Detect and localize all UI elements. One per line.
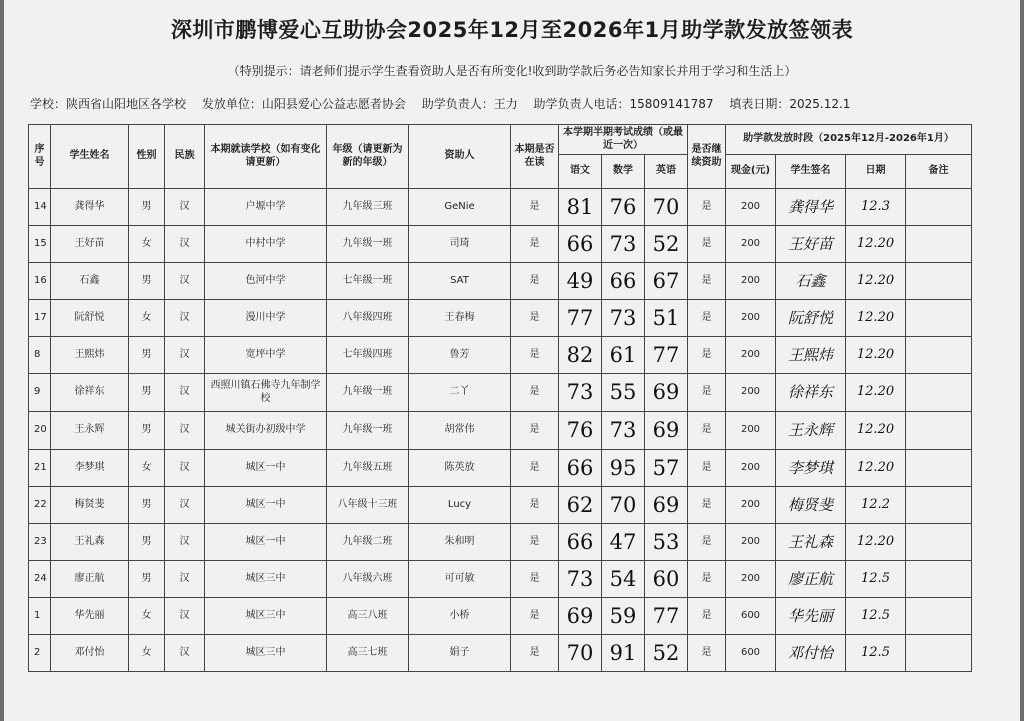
col-header-name: 学生姓名 xyxy=(51,125,129,189)
ethnicity: 汉 xyxy=(165,561,205,598)
enrolled-status: 是 xyxy=(511,189,559,226)
col-header-enrolled: 本期是否在读 xyxy=(511,125,559,189)
enrolled-status: 是 xyxy=(511,300,559,337)
row-number: 14 xyxy=(29,189,51,226)
school-name: 色河中学 xyxy=(205,263,327,300)
gender: 男 xyxy=(129,524,165,561)
table-row xyxy=(29,263,972,300)
grade: 七年级一班 xyxy=(327,263,409,300)
score-chinese: 73 xyxy=(559,561,602,598)
student-signature: 邓付怡 xyxy=(776,635,846,672)
col-header-continue: 是否继续资助 xyxy=(688,125,726,189)
row-number: 2 xyxy=(29,635,51,672)
continue-funding: 是 xyxy=(688,487,726,524)
sign-date: 12.20 xyxy=(846,450,906,487)
table-row xyxy=(29,412,972,450)
enrolled-status: 是 xyxy=(511,374,559,412)
sponsor-name: 娟子 xyxy=(409,635,511,672)
student-signature: 梅贤斐 xyxy=(776,487,846,524)
ethnicity: 汉 xyxy=(165,226,205,263)
school-name: 城关街办初级中学 xyxy=(205,412,327,450)
sign-date: 12.2 xyxy=(846,487,906,524)
sign-date: 12.20 xyxy=(846,300,906,337)
cash-amount: 600 xyxy=(726,598,776,635)
col-header-grade: 年级（请更新为新的年级） xyxy=(327,125,409,189)
cash-amount: 200 xyxy=(726,374,776,412)
score-english: 69 xyxy=(645,374,688,412)
row-number: 22 xyxy=(29,487,51,524)
student-signature: 廖正航 xyxy=(776,561,846,598)
score-english: 69 xyxy=(645,487,688,524)
enrolled-status: 是 xyxy=(511,337,559,374)
enrolled-status: 是 xyxy=(511,412,559,450)
grade: 八年级四班 xyxy=(327,300,409,337)
header-info-row xyxy=(30,95,862,112)
score-math: 55 xyxy=(602,374,645,412)
table-row xyxy=(29,487,972,524)
student-name: 邓付怡 xyxy=(51,635,129,672)
sponsor-name: 二丫 xyxy=(409,374,511,412)
sign-date: 12.20 xyxy=(846,337,906,374)
score-chinese: 82 xyxy=(559,337,602,374)
sponsor-name: 胡常伟 xyxy=(409,412,511,450)
ethnicity: 汉 xyxy=(165,487,205,524)
grade: 九年级一班 xyxy=(327,412,409,450)
sign-date: 12.20 xyxy=(846,412,906,450)
table-row xyxy=(29,374,972,412)
score-math: 73 xyxy=(602,300,645,337)
cash-amount: 200 xyxy=(726,561,776,598)
gender: 男 xyxy=(129,487,165,524)
student-signature: 王礼森 xyxy=(776,524,846,561)
score-math: 73 xyxy=(602,226,645,263)
continue-funding: 是 xyxy=(688,263,726,300)
score-math: 70 xyxy=(602,487,645,524)
remark xyxy=(906,374,972,412)
remark xyxy=(906,263,972,300)
school-name: 城区一中 xyxy=(205,450,327,487)
score-chinese: 76 xyxy=(559,412,602,450)
enrolled-status: 是 xyxy=(511,263,559,300)
col-header-sponsor: 资助人 xyxy=(409,125,511,189)
header-row-top xyxy=(29,125,972,155)
score-math: 95 xyxy=(602,450,645,487)
score-chinese: 49 xyxy=(559,263,602,300)
ethnicity: 汉 xyxy=(165,635,205,672)
table-row xyxy=(29,300,972,337)
enrolled-status: 是 xyxy=(511,635,559,672)
continue-funding: 是 xyxy=(688,450,726,487)
school-name: 城区一中 xyxy=(205,524,327,561)
ethnicity: 汉 xyxy=(165,189,205,226)
student-signature: 王熙炜 xyxy=(776,337,846,374)
gender: 女 xyxy=(129,598,165,635)
row-number: 15 xyxy=(29,226,51,263)
cash-amount: 200 xyxy=(726,524,776,561)
sign-date: 12.5 xyxy=(846,635,906,672)
grade: 九年级一班 xyxy=(327,374,409,412)
score-english: 53 xyxy=(645,524,688,561)
col-header-chinese: 语文 xyxy=(559,155,602,189)
remark xyxy=(906,337,972,374)
gender: 男 xyxy=(129,374,165,412)
student-name: 华先丽 xyxy=(51,598,129,635)
continue-funding: 是 xyxy=(688,524,726,561)
row-number: 17 xyxy=(29,300,51,337)
enrolled-status: 是 xyxy=(511,598,559,635)
score-english: 60 xyxy=(645,561,688,598)
gender: 女 xyxy=(129,226,165,263)
sign-date: 12.20 xyxy=(846,226,906,263)
sponsor-name: SAT xyxy=(409,263,511,300)
grade: 九年级五班 xyxy=(327,450,409,487)
score-chinese: 77 xyxy=(559,300,602,337)
enrolled-status: 是 xyxy=(511,226,559,263)
enrolled-status: 是 xyxy=(511,561,559,598)
student-signature: 王好苗 xyxy=(776,226,846,263)
gender: 男 xyxy=(129,412,165,450)
remark xyxy=(906,226,972,263)
cash-amount: 200 xyxy=(726,226,776,263)
grade: 高三八班 xyxy=(327,598,409,635)
col-header-english: 英语 xyxy=(645,155,688,189)
cash-amount: 200 xyxy=(726,337,776,374)
continue-funding: 是 xyxy=(688,374,726,412)
school-name: 户塬中学 xyxy=(205,189,327,226)
gender: 男 xyxy=(129,189,165,226)
remark xyxy=(906,189,972,226)
continue-funding: 是 xyxy=(688,300,726,337)
remark xyxy=(906,300,972,337)
remark xyxy=(906,450,972,487)
cash-amount: 200 xyxy=(726,412,776,450)
col-header-date: 日期 xyxy=(846,155,906,189)
student-name: 阮舒悦 xyxy=(51,300,129,337)
score-english: 51 xyxy=(645,300,688,337)
sponsor-name: 司琦 xyxy=(409,226,511,263)
score-english: 67 xyxy=(645,263,688,300)
score-english: 52 xyxy=(645,635,688,672)
continue-funding: 是 xyxy=(688,635,726,672)
enrolled-status: 是 xyxy=(511,487,559,524)
row-number: 8 xyxy=(29,337,51,374)
col-header-remark: 备注 xyxy=(906,155,972,189)
school-name: 宽坪中学 xyxy=(205,337,327,374)
continue-funding: 是 xyxy=(688,337,726,374)
ethnicity: 汉 xyxy=(165,598,205,635)
continue-funding: 是 xyxy=(688,412,726,450)
sponsor-name: 王春梅 xyxy=(409,300,511,337)
student-signature: 龚得华 xyxy=(776,189,846,226)
sponsor-name: GeNie xyxy=(409,189,511,226)
score-english: 52 xyxy=(645,226,688,263)
continue-funding: 是 xyxy=(688,226,726,263)
score-english: 70 xyxy=(645,189,688,226)
student-name: 石鑫 xyxy=(51,263,129,300)
score-chinese: 73 xyxy=(559,374,602,412)
student-signature: 石鑫 xyxy=(776,263,846,300)
row-number: 16 xyxy=(29,263,51,300)
special-notice: （特别提示：请老师们提示学生查看资助人是否有所变化!收到助学款后务必告知家长并用于学习和生活上） xyxy=(227,64,797,78)
cash-amount: 200 xyxy=(726,487,776,524)
score-chinese: 62 xyxy=(559,487,602,524)
col-header-signature: 学生签名 xyxy=(776,155,846,189)
sponsor-name: 可可敏 xyxy=(409,561,511,598)
col-header-scores: 本学期半期考试成绩（或最近一次） xyxy=(559,125,688,155)
score-english: 77 xyxy=(645,598,688,635)
ethnicity: 汉 xyxy=(165,337,205,374)
gender: 女 xyxy=(129,450,165,487)
col-header-math: 数学 xyxy=(602,155,645,189)
student-name: 王礼森 xyxy=(51,524,129,561)
student-name: 王永辉 xyxy=(51,412,129,450)
table-row xyxy=(29,524,972,561)
ethnicity: 汉 xyxy=(165,374,205,412)
score-math: 76 xyxy=(602,189,645,226)
score-chinese: 81 xyxy=(559,189,602,226)
score-english: 77 xyxy=(645,337,688,374)
grade: 九年级一班 xyxy=(327,226,409,263)
grade: 九年级二班 xyxy=(327,524,409,561)
sponsor-name: Lucy xyxy=(409,487,511,524)
sponsor-name: 小桥 xyxy=(409,598,511,635)
sign-off-table xyxy=(28,124,972,672)
table-row xyxy=(29,598,972,635)
remark xyxy=(906,487,972,524)
form-sheet xyxy=(4,0,1020,721)
row-number: 20 xyxy=(29,412,51,450)
score-math: 61 xyxy=(602,337,645,374)
score-math: 54 xyxy=(602,561,645,598)
table-row xyxy=(29,189,972,226)
sponsor-name: 朱和明 xyxy=(409,524,511,561)
remark xyxy=(906,598,972,635)
row-number: 21 xyxy=(29,450,51,487)
table-row xyxy=(29,450,972,487)
table-row xyxy=(29,337,972,374)
score-math: 73 xyxy=(602,412,645,450)
row-number: 9 xyxy=(29,374,51,412)
student-signature: 华先丽 xyxy=(776,598,846,635)
gender: 男 xyxy=(129,561,165,598)
student-name: 徐祥东 xyxy=(51,374,129,412)
grade: 七年级四班 xyxy=(327,337,409,374)
grade: 高三七班 xyxy=(327,635,409,672)
score-chinese: 70 xyxy=(559,635,602,672)
row-number: 23 xyxy=(29,524,51,561)
sponsor-name: 鲁芳 xyxy=(409,337,511,374)
remark xyxy=(906,561,972,598)
score-chinese: 66 xyxy=(559,226,602,263)
cash-amount: 600 xyxy=(726,635,776,672)
school-name: 城区三中 xyxy=(205,561,327,598)
remark xyxy=(906,524,972,561)
sign-date: 12.20 xyxy=(846,374,906,412)
ethnicity: 汉 xyxy=(165,524,205,561)
col-header-school: 本期就读学校（如有变化请更新） xyxy=(205,125,327,189)
ethnicity: 汉 xyxy=(165,412,205,450)
score-english: 69 xyxy=(645,412,688,450)
sign-date: 12.20 xyxy=(846,263,906,300)
col-header-cash: 现金(元) xyxy=(726,155,776,189)
school-info: 学校：陕西省山阳地区各学校 xyxy=(30,97,187,111)
score-math: 91 xyxy=(602,635,645,672)
student-name: 李梦琪 xyxy=(51,450,129,487)
sponsor-name: 陈英放 xyxy=(409,450,511,487)
col-header-payment-period: 助学款发放时段（2025年12月-2026年1月） xyxy=(726,125,972,155)
score-chinese: 69 xyxy=(559,598,602,635)
score-chinese: 66 xyxy=(559,524,602,561)
grade: 八年级十三班 xyxy=(327,487,409,524)
cash-amount: 200 xyxy=(726,189,776,226)
continue-funding: 是 xyxy=(688,189,726,226)
fill-date-info: 填表日期：2025.12.1 xyxy=(729,97,851,111)
col-header-no: 序号 xyxy=(29,125,51,189)
continue-funding: 是 xyxy=(688,598,726,635)
score-math: 47 xyxy=(602,524,645,561)
ethnicity: 汉 xyxy=(165,450,205,487)
student-signature: 阮舒悦 xyxy=(776,300,846,337)
cash-amount: 200 xyxy=(726,450,776,487)
col-header-ethnicity: 民族 xyxy=(165,125,205,189)
ethnicity: 汉 xyxy=(165,300,205,337)
score-chinese: 66 xyxy=(559,450,602,487)
school-name: 城区三中 xyxy=(205,635,327,672)
score-math: 59 xyxy=(602,598,645,635)
score-math: 66 xyxy=(602,263,645,300)
school-name: 漫川中学 xyxy=(205,300,327,337)
student-name: 梅贤斐 xyxy=(51,487,129,524)
remark xyxy=(906,635,972,672)
student-signature: 李梦琪 xyxy=(776,450,846,487)
student-name: 王熙炜 xyxy=(51,337,129,374)
school-name: 城区三中 xyxy=(205,598,327,635)
continue-funding: 是 xyxy=(688,561,726,598)
remark xyxy=(906,412,972,450)
phone-info: 助学负责人电话：15809141787 xyxy=(533,97,714,111)
cash-amount: 200 xyxy=(726,263,776,300)
col-header-gender: 性别 xyxy=(129,125,165,189)
student-signature: 王永辉 xyxy=(776,412,846,450)
student-name: 王好苗 xyxy=(51,226,129,263)
student-signature: 徐祥东 xyxy=(776,374,846,412)
ethnicity: 汉 xyxy=(165,263,205,300)
contact-info: 助学负责人：王力 xyxy=(421,97,518,111)
issuer-info: 发放单位：山阳县爱心公益志愿者协会 xyxy=(201,97,406,111)
gender: 男 xyxy=(129,263,165,300)
student-name: 廖正航 xyxy=(51,561,129,598)
gender: 男 xyxy=(129,337,165,374)
enrolled-status: 是 xyxy=(511,524,559,561)
row-number: 1 xyxy=(29,598,51,635)
score-english: 57 xyxy=(645,450,688,487)
gender: 女 xyxy=(129,635,165,672)
student-name: 龚得华 xyxy=(51,189,129,226)
table-body xyxy=(29,189,972,672)
sign-date: 12.3 xyxy=(846,189,906,226)
school-name: 中村中学 xyxy=(205,226,327,263)
gender: 女 xyxy=(129,300,165,337)
school-name: 城区一中 xyxy=(205,487,327,524)
sign-date: 12.5 xyxy=(846,561,906,598)
table-row xyxy=(29,635,972,672)
table-row xyxy=(29,226,972,263)
table-row xyxy=(29,561,972,598)
document-title: 深圳市鹏博爱心互助协会2025年12月至2026年1月助学款发放签领表 xyxy=(170,18,854,42)
grade: 八年级六班 xyxy=(327,561,409,598)
enrolled-status: 是 xyxy=(511,450,559,487)
sign-date: 12.20 xyxy=(846,524,906,561)
sign-date: 12.5 xyxy=(846,598,906,635)
row-number: 24 xyxy=(29,561,51,598)
cash-amount: 200 xyxy=(726,300,776,337)
grade: 九年级三班 xyxy=(327,189,409,226)
school-name: 西照川镇石佛寺九年制学校 xyxy=(205,374,327,412)
